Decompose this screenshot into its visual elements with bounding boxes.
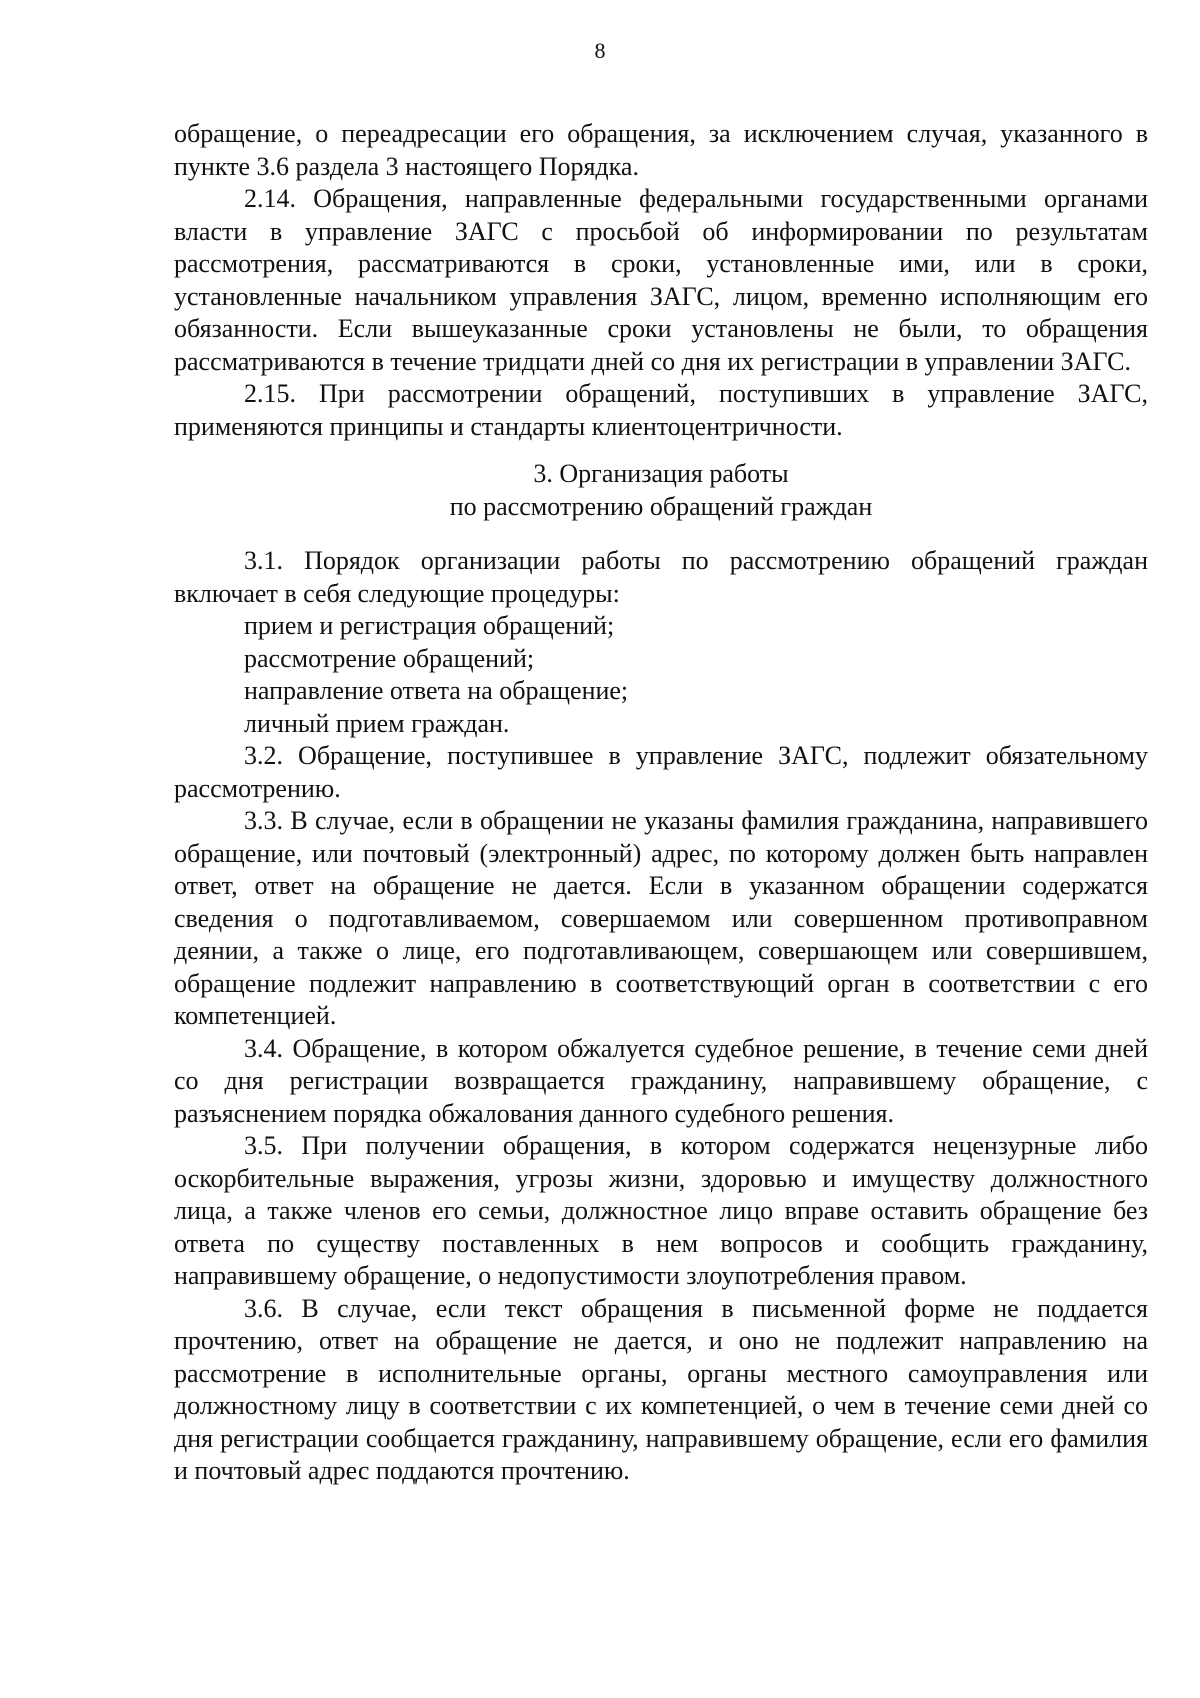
paragraph-3-4: 3.4. Обращение, в котором обжалуется судебное решение, в течение семи дней со дня регистрации возвращается гражданину, направившему обращение, с разъяснением порядка обжалования данного судебного решения. bbox=[174, 1033, 1148, 1128]
procedure-item: личный прием граждан. bbox=[244, 708, 510, 738]
paragraph-3-6: 3.6. В случае, если текст обращения в письменной форме не поддается прочтению, ответ на обращение не дается, и оно не подлежит направлению на рассмотрение в исполнительные органы, органы местного самоуправления или должностному лицу в соответствии с их компетенцией, о чем в течение семи дней со дня регистрации сообщается гражданину, направившему обращение, если его фамилия и почтовый адрес поддаются прочтению. bbox=[174, 1293, 1148, 1485]
paragraph-3-2: 3.2. Обращение, поступившее в управление ЗАГС, подлежит обязательному рассмотрению. bbox=[174, 741, 1148, 803]
paragraph-3-1: 3.1. Порядок организации работы по рассмотрению обращений граждан включает в себя следующие процедуры: bbox=[174, 546, 1148, 608]
section-heading-line-1: 3. Организация работы bbox=[533, 459, 789, 488]
section-heading-line-2: по рассмотрению обращений граждан bbox=[449, 491, 873, 521]
document-body bbox=[174, 118, 1148, 1488]
page-number: 8 bbox=[594, 38, 606, 63]
procedure-item: прием и регистрация обращений; bbox=[244, 611, 615, 640]
procedure-item: направление ответа на обращение; bbox=[244, 676, 629, 705]
procedure-item: рассмотрение обращений; bbox=[244, 643, 535, 673]
paragraph-3-3: 3.3. В случае, если в обращении не указаны фамилия гражданина, направившего обращение, или почтовый (электронный) адрес, по которому должен быть направлен ответ, ответ на обращение не дается. Если в указанном обращении содержатся сведения о подготавливаемом, совершаемом или совершенном противоправном деянии, а также о лице, его подготавливающем, совершающем или совершившем, обращение подлежит направлению в соответствующий орган в соответствии с его компетенцией. bbox=[174, 806, 1148, 1030]
section-heading bbox=[174, 458, 1148, 523]
paragraph-2-15: 2.15. При рассмотрении обращений, поступивших в управление ЗАГС, применяются принципы и стандарты клиентоцентричности. bbox=[174, 379, 1148, 441]
paragraph-continuation: обращение, о переадресации его обращения, за исключением случая, указанного в пункте 3.6 раздела 3 настоящего Порядка. bbox=[174, 119, 1148, 181]
paragraph-3-5: 3.5. При получении обращения, в котором содержатся нецензурные либо оскорбительные выражения, угрозы жизни, здоровью и имуществу должностного лица, а также членов его семьи, должностное лицо вправе оставить обращение без ответа по существу поставленных в нем вопросов и сообщить гражданину, направившему обращение, о недопустимости злоупотребления правом. bbox=[174, 1131, 1148, 1290]
paragraph-2-14: 2.14. Обращения, направленные федеральными государственными органами власти в управление ЗАГС с просьбой об информировании по результатам рассмотрения, рассматриваются в сроки, установленные ими, или в сроки, установленные начальником управления ЗАГС, лицом, временно исполняющим его обязанности. Если вышеуказанные сроки установлены не были, то обращения рассматриваются в течение тридцати дней со дня их регистрации в управлении ЗАГС. bbox=[174, 184, 1148, 376]
